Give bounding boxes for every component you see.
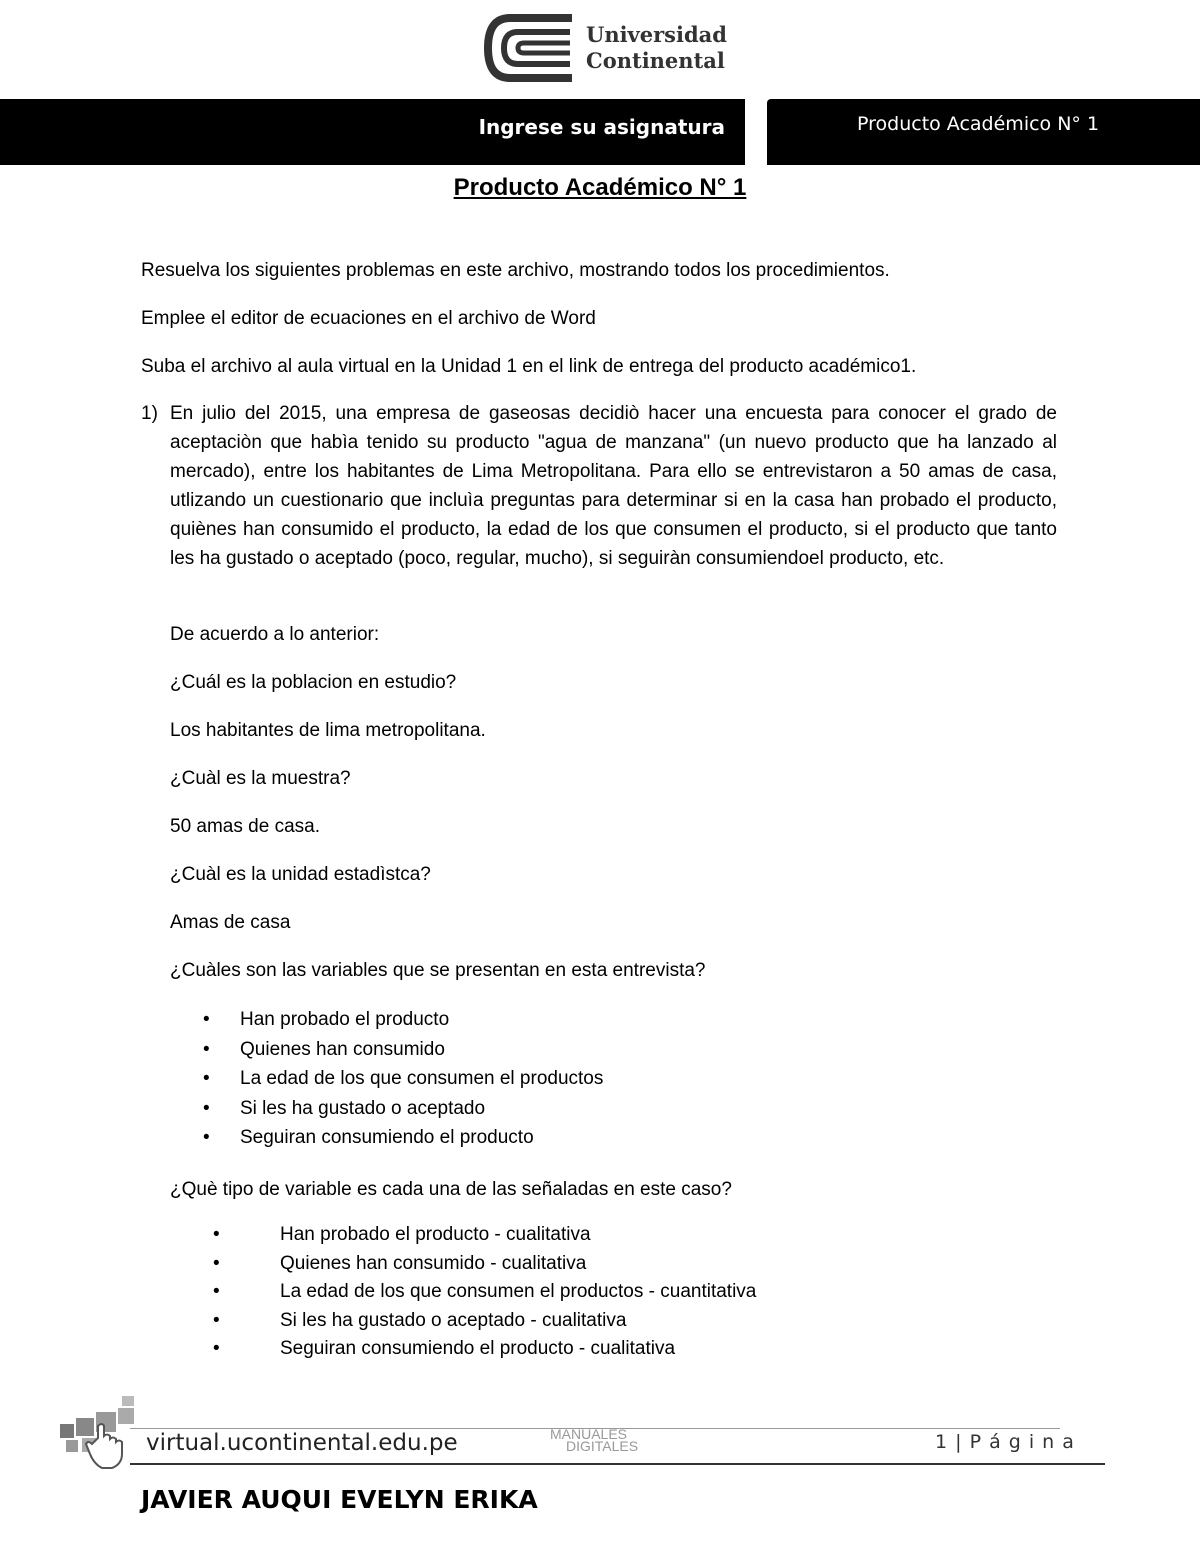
list-item: • Seguiran consumiendo el producto - cualitativa <box>170 1335 756 1364</box>
question-types: ¿Què tipo de variable es cada una de las señaladas en este caso? <box>170 1179 732 1200</box>
bullet-icon: • <box>203 1009 210 1030</box>
bullet-icon: • <box>213 1252 220 1274</box>
instruction-1: Resuelva los siguientes problemas en este archivo, mostrando todos los procedimientos. <box>141 260 890 281</box>
bullet-icon: • <box>203 1127 210 1148</box>
list-item: • La edad de los que consumen el productos - cuantitativa <box>170 1278 756 1307</box>
question-population: ¿Cuál es la poblacion en estudio? <box>170 672 457 693</box>
variables-list <box>170 1005 603 1153</box>
question-variables: ¿Cuàles son las variables que se presentan en esta entrevista? <box>170 960 706 981</box>
university-name: Universidad Continental <box>586 22 727 73</box>
header-subject-bar <box>0 99 745 165</box>
list-item: • Si les ha gustado o aceptado - cualitativa <box>170 1307 756 1336</box>
answer-unit: Amas de casa <box>170 912 291 933</box>
bullet-icon: • <box>213 1224 220 1245</box>
list-item: • Si les ha gustado o aceptado <box>170 1094 603 1124</box>
list-item: • Han probado el producto <box>170 1005 603 1035</box>
list-item: • Han probado el producto - cualitativa <box>170 1221 756 1250</box>
author-name: JAVIER AUQUI EVELYN ERIKA <box>141 1485 538 1514</box>
question-sample: ¿Cuàl es la muestra? <box>170 768 351 789</box>
bullet-icon: • <box>213 1281 220 1303</box>
bullet-icon: • <box>203 1068 210 1089</box>
subject-label: Ingrese su asignatura <box>478 115 725 139</box>
variable-types-list <box>170 1221 756 1364</box>
problem-number: 1) <box>141 403 158 424</box>
header-product-label: Producto Académico N° 1 <box>857 113 1100 135</box>
page-number: 1 | P á g i n a <box>935 1431 1075 1453</box>
bullet-icon: • <box>203 1097 210 1119</box>
list-item: • Quienes han consumido - cualitativa <box>170 1250 756 1279</box>
problem-1 <box>141 399 1057 573</box>
problem-text: En julio del 2015, una empresa de gaseosas decidiò hacer una encuesta para conocer el grado de aceptaciòn que habìa tenido su producto "agua de manzana" (un nuevo producto que ha lanzado al mercado), entre los habitantes de Lima Metropolitana. Para ello se entrevistaron a 50 amas de casa, utlizando un cuestionario que incluìa preguntas para determinar si en la casa han probado el producto, quiènes han consumido el producto, la edad de los que consumen el producto, si el producto que tanto les ha gustado o aceptado (poco, regular, mucho), si seguiràn consumiendoel producto, etc. <box>170 403 1057 569</box>
question-unit: ¿Cuàl es la unidad estadìstca? <box>170 864 431 885</box>
manuales-digitales-logo: MANUALES DIGITALES <box>550 1426 639 1454</box>
intro-text: De acuerdo a lo anterior: <box>170 624 380 645</box>
footer-url: virtual.ucontinental.edu.pe <box>146 1430 458 1456</box>
virtual-campus-icon <box>58 1394 142 1472</box>
answer-population: Los habitantes de lima metropolitana. <box>170 720 486 741</box>
answer-sample: 50 amas de casa. <box>170 816 320 837</box>
instruction-3: Suba el archivo al aula virtual en la Unidad 1 en el link de entrega del producto académico1. <box>141 356 917 377</box>
instruction-2: Emplee el editor de ecuaciones en el archivo de Word <box>141 308 596 329</box>
footer-divider-bottom <box>130 1463 1105 1465</box>
list-item: • Seguiran consumiendo el producto <box>170 1123 603 1153</box>
bullet-icon: • <box>213 1338 220 1360</box>
bullet-icon: • <box>203 1038 210 1060</box>
bullet-icon: • <box>213 1309 220 1331</box>
list-item: • Quienes han consumido <box>170 1035 603 1065</box>
header-product-bar <box>767 99 1200 165</box>
page-title: Producto Académico N° 1 <box>453 174 747 201</box>
list-item: • La edad de los que consumen el productos <box>170 1064 603 1094</box>
